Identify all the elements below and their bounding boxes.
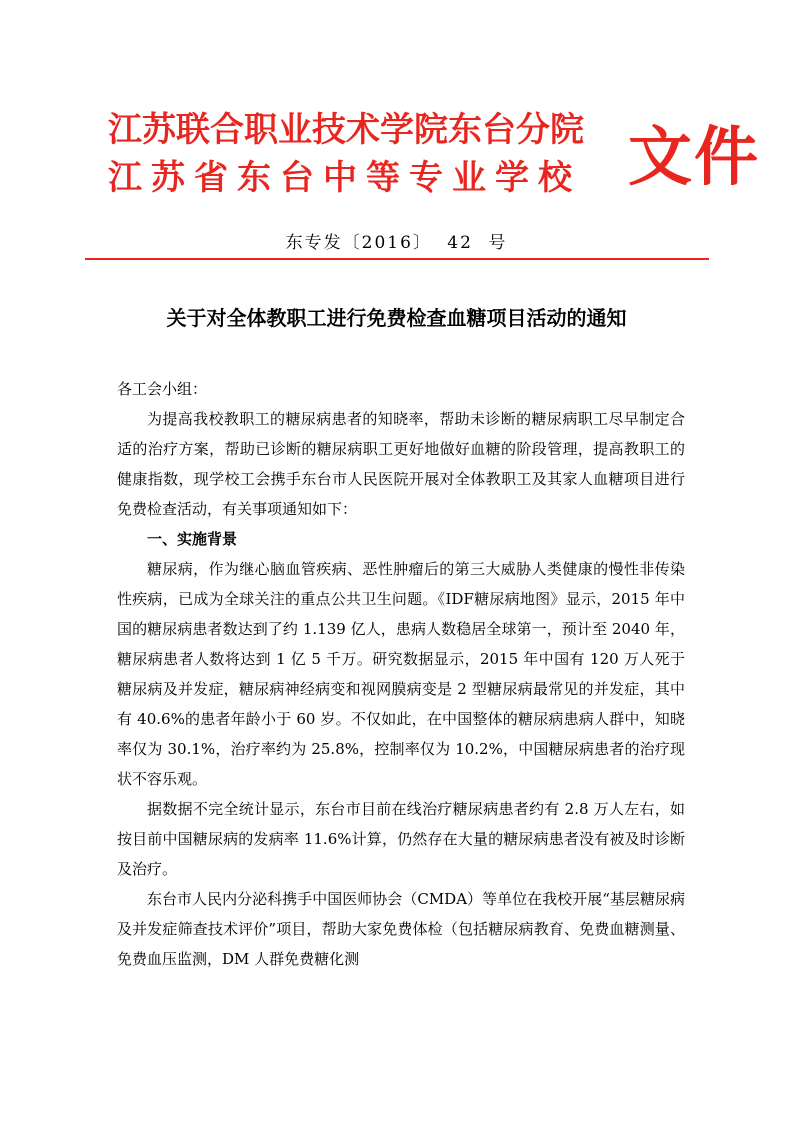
- notice-title: 关于对全体教职工进行免费检查血糖项目活动的通知: [166, 306, 627, 330]
- document-number: 东专发〔2016〕 42 号: [285, 233, 508, 253]
- background-paragraph-2: 据数据不完全统计显示，东台市目前在线治疗糖尿病患者约有 2.8 万人左右，如按目前中国糖尿病的发病率 11.6%计算，仍然存在大量的糖尿病患者没有被及时诊断及治疗。: [117, 800, 685, 878]
- document-type-label: 文件: [628, 120, 760, 195]
- notice-body: [117, 374, 685, 974]
- section-heading-background: 一、实施背景: [147, 530, 238, 548]
- header-divider: [85, 258, 709, 260]
- background-paragraph-3: 东台市人民内分泌科携手中国医师协会（CMDA）等单位在我校开展“基层糖尿病及并发症筛查技术评价”项目，帮助大家免费体检（包括糖尿病教育、免费血糖测量、免费血压监测，DM 人群免费糖化测: [117, 890, 685, 968]
- issuing-org-line-2: 江苏省东台中等专业学校: [108, 158, 581, 198]
- document-header: [108, 100, 760, 200]
- salutation: 各工会小组：: [117, 380, 208, 398]
- background-paragraph-1: 糖尿病，作为继心脑血管疾病、恶性肿瘤后的第三大威胁人类健康的慢性非传染性疾病，已成为全球关注的重点公共卫生问题。《IDF糖尿病地图》显示，2015 年中国的糖尿病患者数达到了约 1.139 亿人，患病人数稳居全球第一，预计至 2040 年，糖尿病患者人数将达到 1 亿 5 千万。研究数据显示，2015 年中国有 120 万人死于糖尿病及并发症，糖尿病神经病变和视网膜病变是 2 型糖尿病最常见的并发症，其中有 40.6%的患者年龄小于 60 岁。不仅如此，在中国整体的糖尿病患病人群中，知晓率仅为 30.1%，治疗率约为 25.8%，控制率仅为 10.2%，中国糖尿病患者的治疗现状不容乐观。: [117, 560, 685, 788]
- issuing-org-line-1: 江苏联合职业技术学院东台分院: [108, 110, 584, 150]
- intro-paragraph: 为提高我校教职工的糖尿病患者的知晓率，帮助未诊断的糖尿病职工尽早制定合适的治疗方案，帮助已诊断的糖尿病职工更好地做好血糖的阶段管理，提高教职工的健康指数，现学校工会携手东台市人民医院开展对全体教职工及其家人血糖项目进行免费检查活动，有关事项通知如下：: [117, 410, 685, 518]
